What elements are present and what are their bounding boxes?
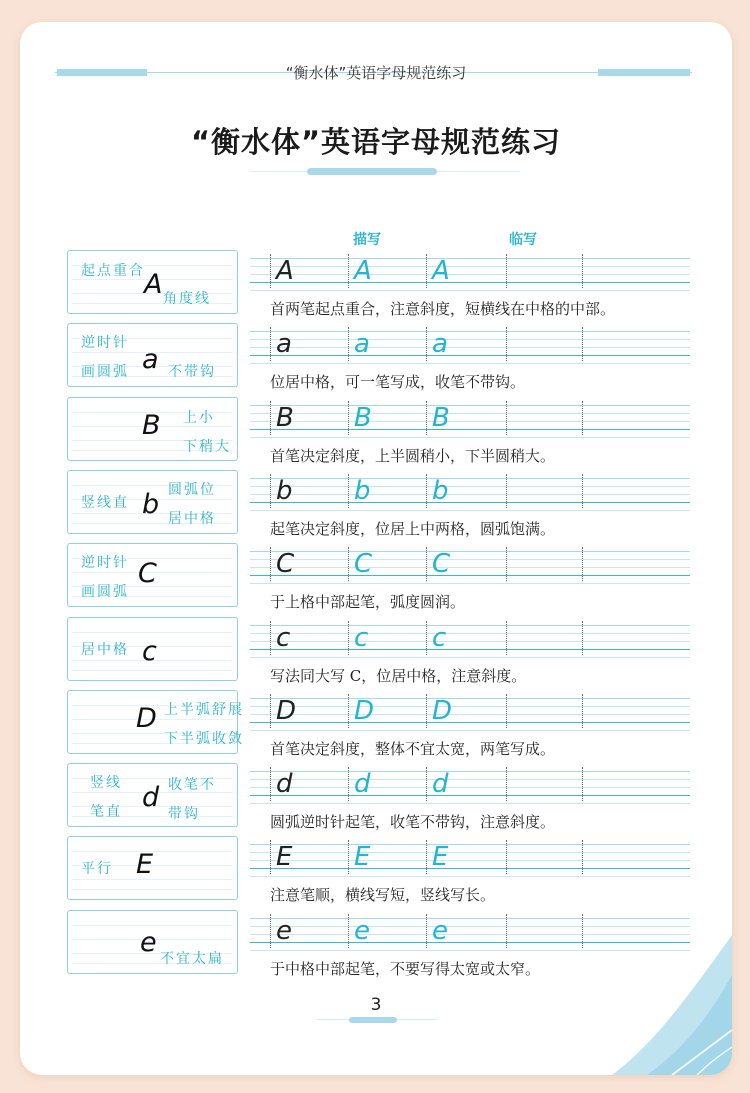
cell-divider — [270, 327, 271, 361]
cell-divider — [582, 254, 583, 288]
guide-line — [250, 331, 690, 332]
trace-letter: B — [354, 402, 372, 433]
cell-divider — [506, 621, 507, 655]
cell-divider — [348, 840, 349, 874]
illustration-letter: c — [142, 635, 157, 667]
writing-tip: 起笔决定斜度，位居上中两格，圆弧饱满。 — [270, 519, 556, 538]
illustration-letter: E — [136, 849, 154, 881]
cell-divider — [348, 474, 349, 508]
guide-line — [250, 567, 690, 568]
cell-divider — [582, 547, 583, 581]
practice-row — [20, 323, 732, 396]
letter-illustration-box — [67, 690, 244, 754]
practice-row — [20, 617, 732, 690]
letter-illustration-box — [67, 763, 238, 827]
trace-letter: E — [354, 842, 371, 873]
practice-row — [20, 543, 732, 616]
guide-line — [250, 421, 690, 422]
cell-divider — [426, 767, 427, 801]
guide-line — [250, 876, 690, 877]
writing-tip: 位居中格，可一笔写成，收笔不带钩。 — [270, 373, 526, 392]
guide-line — [250, 779, 690, 780]
cell-divider — [270, 767, 271, 801]
cell-divider — [270, 254, 271, 288]
guide-line — [250, 363, 690, 364]
guide-line — [250, 266, 690, 267]
letter-illustration-box — [67, 397, 238, 461]
letter-illustration-box — [67, 617, 238, 681]
guide-line — [250, 258, 690, 259]
cell-divider — [582, 401, 583, 435]
guide-line — [250, 290, 690, 291]
stroke-annotation: 平行 — [81, 861, 113, 878]
model-letter: d — [276, 769, 293, 800]
guide-line — [250, 795, 690, 796]
illustration-letter: D — [136, 702, 157, 734]
guide-line — [250, 486, 690, 487]
column-header-copy: 临写 — [509, 232, 537, 248]
letter-illustration-box — [67, 323, 238, 387]
model-letter: E — [276, 842, 293, 873]
model-letter: e — [276, 915, 292, 946]
guide-line — [250, 860, 690, 861]
illustration-letter: C — [138, 558, 157, 590]
guide-line — [250, 852, 690, 853]
stroke-annotation: 逆时针 — [81, 555, 129, 572]
cell-divider — [270, 547, 271, 581]
stroke-annotation: 不宜太扁 — [160, 950, 224, 967]
guide-line — [250, 730, 690, 731]
trace-letter: D — [354, 695, 375, 726]
practice-row — [20, 250, 732, 323]
writing-tip: 首笔决定斜度，上半圆稍小，下半圆稍大。 — [270, 446, 556, 465]
cell-divider — [426, 474, 427, 508]
guide-line — [250, 510, 690, 511]
guide-line — [250, 429, 690, 430]
guide-line — [250, 347, 690, 348]
cell-divider — [270, 401, 271, 435]
guide-line — [250, 706, 690, 707]
writing-tip: 于中格中部起笔，不要写得太宽或太窄。 — [270, 959, 541, 978]
ruled-line — [72, 670, 233, 671]
cell-divider — [506, 327, 507, 361]
trace-letter: C — [354, 549, 373, 580]
page-number-bar — [349, 1017, 397, 1023]
guide-line — [250, 844, 690, 845]
trace-letter: e — [354, 915, 370, 946]
guide-line — [250, 405, 690, 406]
ruled-line — [72, 889, 233, 890]
cell-divider — [426, 694, 427, 728]
guide-line — [250, 633, 690, 634]
cell-divider — [582, 914, 583, 948]
letter-illustration-box — [67, 543, 238, 607]
trace-letter: a — [354, 329, 370, 360]
guide-line — [250, 714, 690, 715]
cell-divider — [506, 914, 507, 948]
practice-row — [20, 763, 732, 836]
cell-divider — [582, 327, 583, 361]
model-letter: c — [276, 622, 291, 653]
page-title: “衡水体”英语字母规范练习 — [190, 125, 562, 159]
stroke-annotation: 居中格 — [81, 641, 129, 658]
model-letter: a — [276, 329, 292, 360]
writing-tip: 首两笔起点重合，注意斜度，短横线在中格的中部。 — [270, 300, 616, 318]
cell-divider — [270, 840, 271, 874]
illustration-letter: A — [144, 269, 163, 300]
guide-line — [250, 649, 690, 650]
guide-line — [250, 926, 690, 927]
trace-letter: d — [354, 769, 371, 800]
trace-letter: B — [432, 402, 450, 433]
cell-divider — [426, 401, 427, 435]
illustration-letter: b — [142, 488, 160, 520]
stroke-annotation: 下半弧收敛 — [164, 730, 244, 747]
guide-line — [250, 437, 690, 438]
practice-row — [20, 690, 732, 763]
guide-line — [250, 625, 690, 626]
letter-illustration-box — [67, 250, 238, 314]
trace-letter: d — [432, 769, 449, 800]
stroke-annotation: 起点重合 — [81, 263, 145, 279]
writing-tip: 于上格中部起笔，弧度圆润。 — [270, 593, 466, 612]
cell-divider — [348, 401, 349, 435]
trace-letter: e — [432, 915, 448, 946]
guide-line — [250, 355, 690, 356]
writing-tip: 圆弧逆时针起笔，收笔不带钩，注意斜度。 — [270, 813, 556, 832]
trace-letter: a — [432, 329, 448, 360]
stroke-annotation: 带钩 — [168, 806, 200, 823]
worksheet-page — [20, 22, 732, 1075]
cell-divider — [582, 767, 583, 801]
cell-divider — [426, 621, 427, 655]
guide-line — [250, 918, 690, 919]
model-letter: B — [276, 402, 294, 433]
guide-line — [250, 575, 690, 576]
cell-divider — [270, 621, 271, 655]
cell-divider — [348, 694, 349, 728]
illustration-letter: e — [140, 926, 157, 958]
page-number: 3 — [370, 995, 382, 1015]
cell-divider — [582, 621, 583, 655]
guide-line — [250, 698, 690, 699]
cell-divider — [426, 254, 427, 288]
title-accent-bar — [307, 168, 437, 175]
illustration-letter: d — [142, 782, 160, 814]
cell-divider — [426, 840, 427, 874]
guide-line — [250, 583, 690, 584]
trace-letter: b — [432, 475, 449, 506]
stroke-annotation: 居中格 — [168, 510, 216, 527]
guide-line — [250, 502, 690, 503]
guide-line — [250, 868, 690, 869]
guide-line — [250, 413, 690, 414]
trace-letter: c — [354, 622, 369, 653]
column-header-trace: 描写 — [353, 232, 381, 248]
cell-divider — [270, 694, 271, 728]
model-letter: A — [276, 256, 294, 286]
guide-line — [250, 282, 690, 283]
trace-letter: A — [354, 256, 372, 286]
model-letter: D — [276, 695, 297, 726]
cell-divider — [348, 621, 349, 655]
illustration-letter: a — [142, 344, 159, 376]
cell-divider — [582, 840, 583, 874]
writing-tip: 注意笔顺，横线写短，竖线写长。 — [270, 886, 496, 905]
stroke-annotation: 圆弧位 — [168, 481, 216, 498]
guide-line — [250, 559, 690, 560]
trace-letter: A — [432, 256, 450, 286]
stroke-annotation: 画圆弧 — [81, 364, 129, 381]
cell-divider — [506, 474, 507, 508]
trace-letter: c — [432, 622, 447, 653]
model-letter: C — [276, 549, 295, 580]
ruled-line — [72, 632, 233, 633]
stroke-annotation: 竖线 — [90, 775, 122, 792]
writing-tip: 写法同大写 C，位居中格，注意斜度。 — [270, 666, 527, 685]
guide-line — [250, 274, 690, 275]
writing-tip: 首笔决定斜度，整体不宜太宽，两笔写成。 — [270, 739, 556, 758]
stroke-annotation: 逆时针 — [81, 335, 129, 352]
cell-divider — [348, 914, 349, 948]
guide-line — [250, 803, 690, 804]
practice-row — [20, 836, 732, 909]
cell-divider — [270, 914, 271, 948]
stroke-annotation: 笔直 — [90, 804, 122, 821]
trace-letter: b — [354, 475, 371, 506]
stroke-annotation: 角度线 — [163, 291, 211, 307]
cell-divider — [506, 840, 507, 874]
corner-brush-decoration — [612, 935, 732, 1075]
cell-divider — [348, 547, 349, 581]
stroke-annotation: 不带钩 — [168, 364, 216, 381]
guide-line — [250, 771, 690, 772]
guide-line — [250, 478, 690, 479]
stroke-annotation: 上小 — [183, 409, 215, 426]
letter-illustration-box — [67, 910, 238, 974]
cell-divider — [426, 914, 427, 948]
stroke-annotation: 下稍大 — [183, 438, 231, 455]
practice-row — [20, 397, 732, 470]
cell-divider — [426, 327, 427, 361]
guide-line — [250, 339, 690, 340]
guide-line — [250, 787, 690, 788]
guide-line — [250, 494, 690, 495]
trace-letter: D — [432, 695, 453, 726]
cell-divider — [348, 254, 349, 288]
cell-divider — [270, 474, 271, 508]
model-letter: b — [276, 475, 293, 506]
letter-illustration-box — [67, 470, 238, 534]
stroke-annotation: 上半弧舒展 — [164, 701, 244, 718]
cell-divider — [582, 694, 583, 728]
cell-divider — [582, 474, 583, 508]
cell-divider — [506, 254, 507, 288]
guide-line — [250, 641, 690, 642]
cell-divider — [506, 547, 507, 581]
ruled-line — [72, 925, 233, 926]
guide-line — [250, 722, 690, 723]
practice-row — [20, 470, 732, 543]
running-title: “衡水体”英语字母规范练习 — [285, 64, 467, 82]
cell-divider — [506, 694, 507, 728]
cell-divider — [506, 767, 507, 801]
guide-line — [250, 551, 690, 552]
cell-divider — [348, 327, 349, 361]
stroke-annotation: 收笔不 — [168, 777, 216, 794]
stroke-annotation: 竖线直 — [81, 494, 129, 511]
letter-illustration-box — [67, 836, 238, 900]
cell-divider — [426, 547, 427, 581]
trace-letter: E — [432, 842, 449, 873]
cell-divider — [348, 767, 349, 801]
cell-divider — [506, 401, 507, 435]
guide-line — [250, 657, 690, 658]
illustration-letter: B — [142, 409, 161, 441]
stroke-annotation: 画圆弧 — [81, 584, 129, 601]
trace-letter: C — [432, 549, 451, 580]
